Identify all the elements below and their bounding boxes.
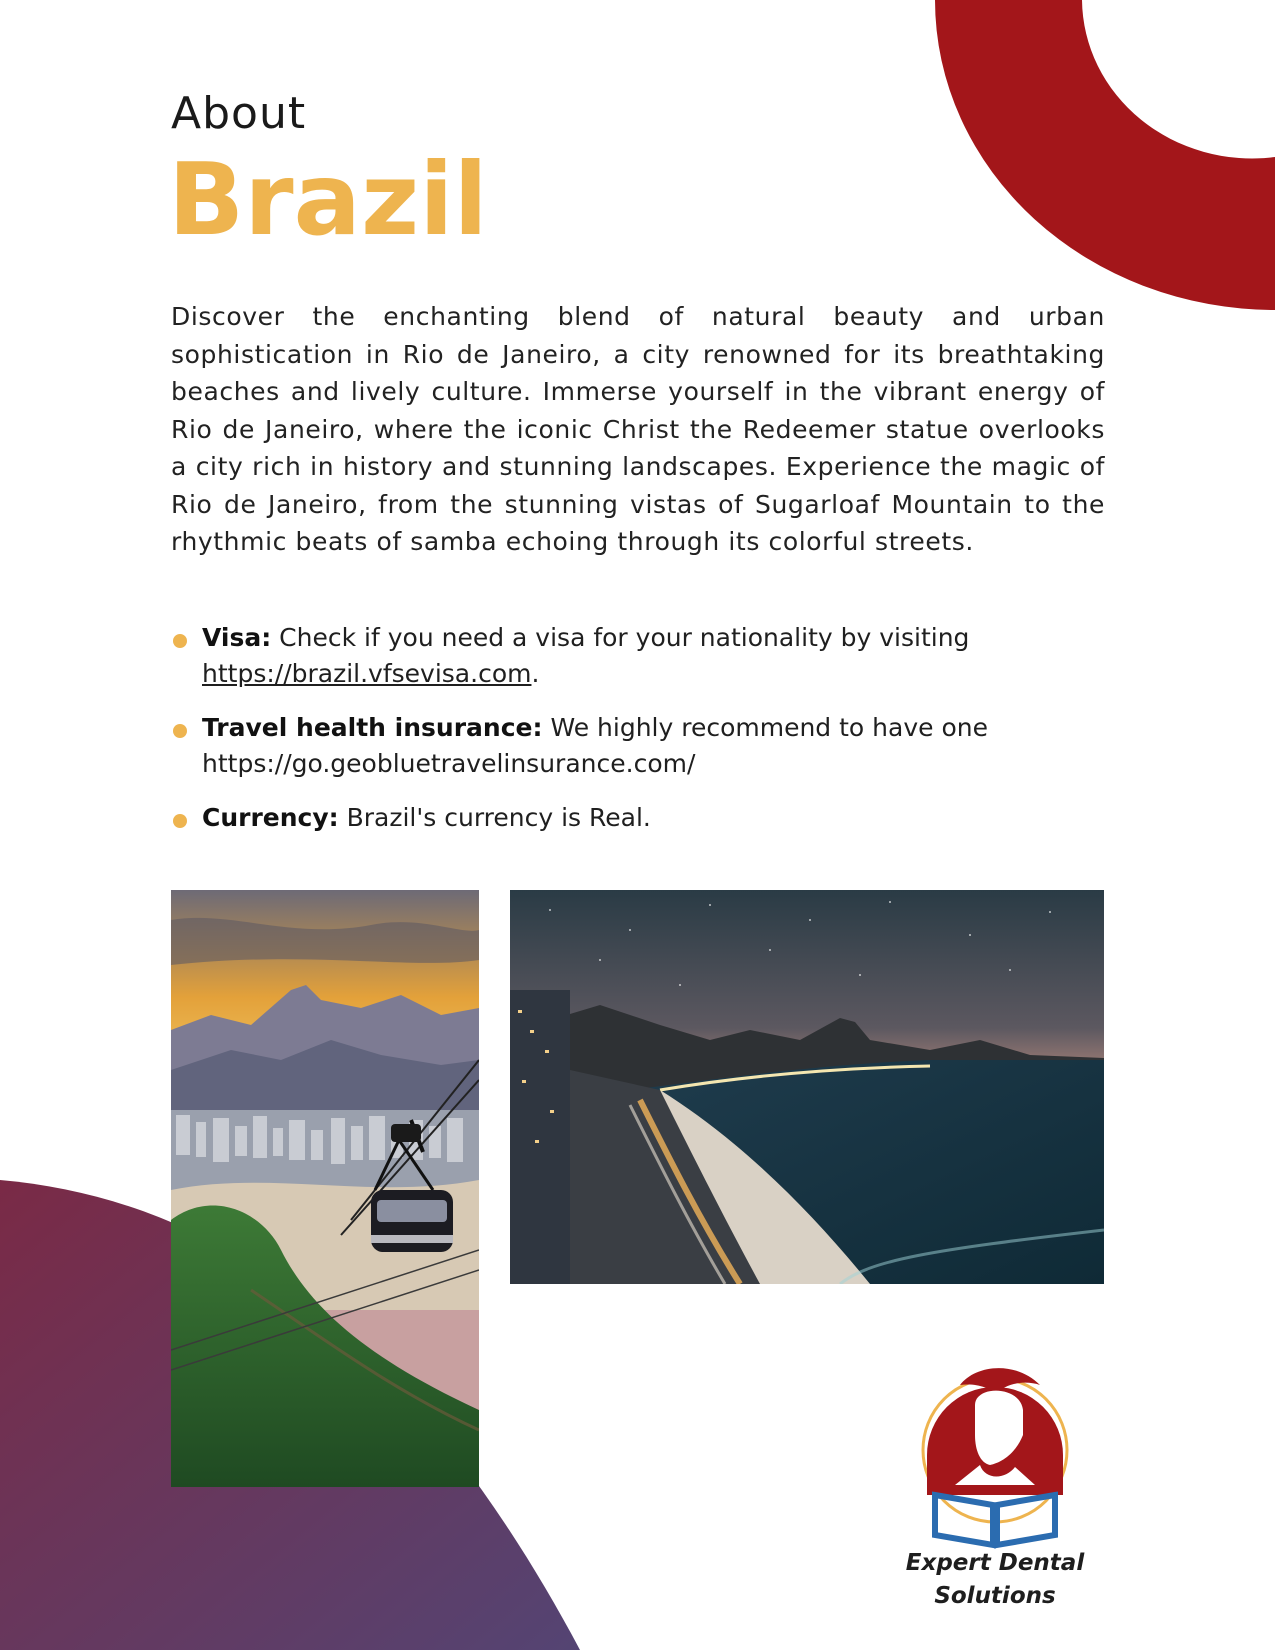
fact-text: Brazil's currency is Real.: [338, 803, 651, 832]
fact-label: Travel health insurance:: [202, 713, 543, 742]
travel-facts-list: [171, 620, 1071, 854]
heading-country: Brazil: [168, 141, 488, 258]
bullet-dot-icon: [173, 724, 187, 738]
fact-insurance: [171, 710, 1071, 782]
logo-line-1: Expert Dental: [905, 1550, 1085, 1576]
intro-paragraph: Discover the enchanting blend of natural beauty and urban sophistication in Rio de Janeiro, a city renowned for its breathtaking beaches and lively culture. Immerse yourself in the vibrant energy of Rio de Janeiro, where the iconic Christ the Redeemer statue overlooks a city rich in history and stunning landscapes. Experience the magic of Rio de Janeiro, from the stunning vistas of Sugarloaf Mountain to the rhythmic beats of samba echoing through its colorful streets.: [171, 302, 1105, 556]
insurance-link[interactable]: https://go.geobluetravelinsurance.com/: [202, 749, 696, 778]
photo-sugarloaf-cable-car: [171, 890, 479, 1487]
fact-visa: [171, 620, 1071, 692]
bullet-dot-icon: [173, 634, 187, 648]
fact-text: Check if you need a visa for your nationality by visiting: [271, 623, 970, 652]
photo-copacabana-beach: [510, 890, 1104, 1284]
fact-label: Currency:: [202, 803, 339, 832]
fact-suffix: .: [531, 659, 540, 688]
company-logo: [905, 1355, 1085, 1615]
spartan-book-logo-icon: [905, 1355, 1085, 1555]
fact-link-line: [202, 656, 1071, 692]
fact-currency: [171, 800, 1071, 836]
fact-label: Visa:: [202, 623, 272, 652]
visa-link[interactable]: https://brazil.vfsevisa.com: [202, 659, 532, 688]
bullet-dot-icon: [173, 814, 187, 828]
top-right-arc-shape: [935, 0, 1275, 310]
logo-text: [905, 1547, 1085, 1613]
heading-about: About: [171, 88, 307, 139]
logo-line-2: Solutions: [934, 1583, 1056, 1609]
fact-text: We highly recommend to have one: [542, 713, 988, 742]
